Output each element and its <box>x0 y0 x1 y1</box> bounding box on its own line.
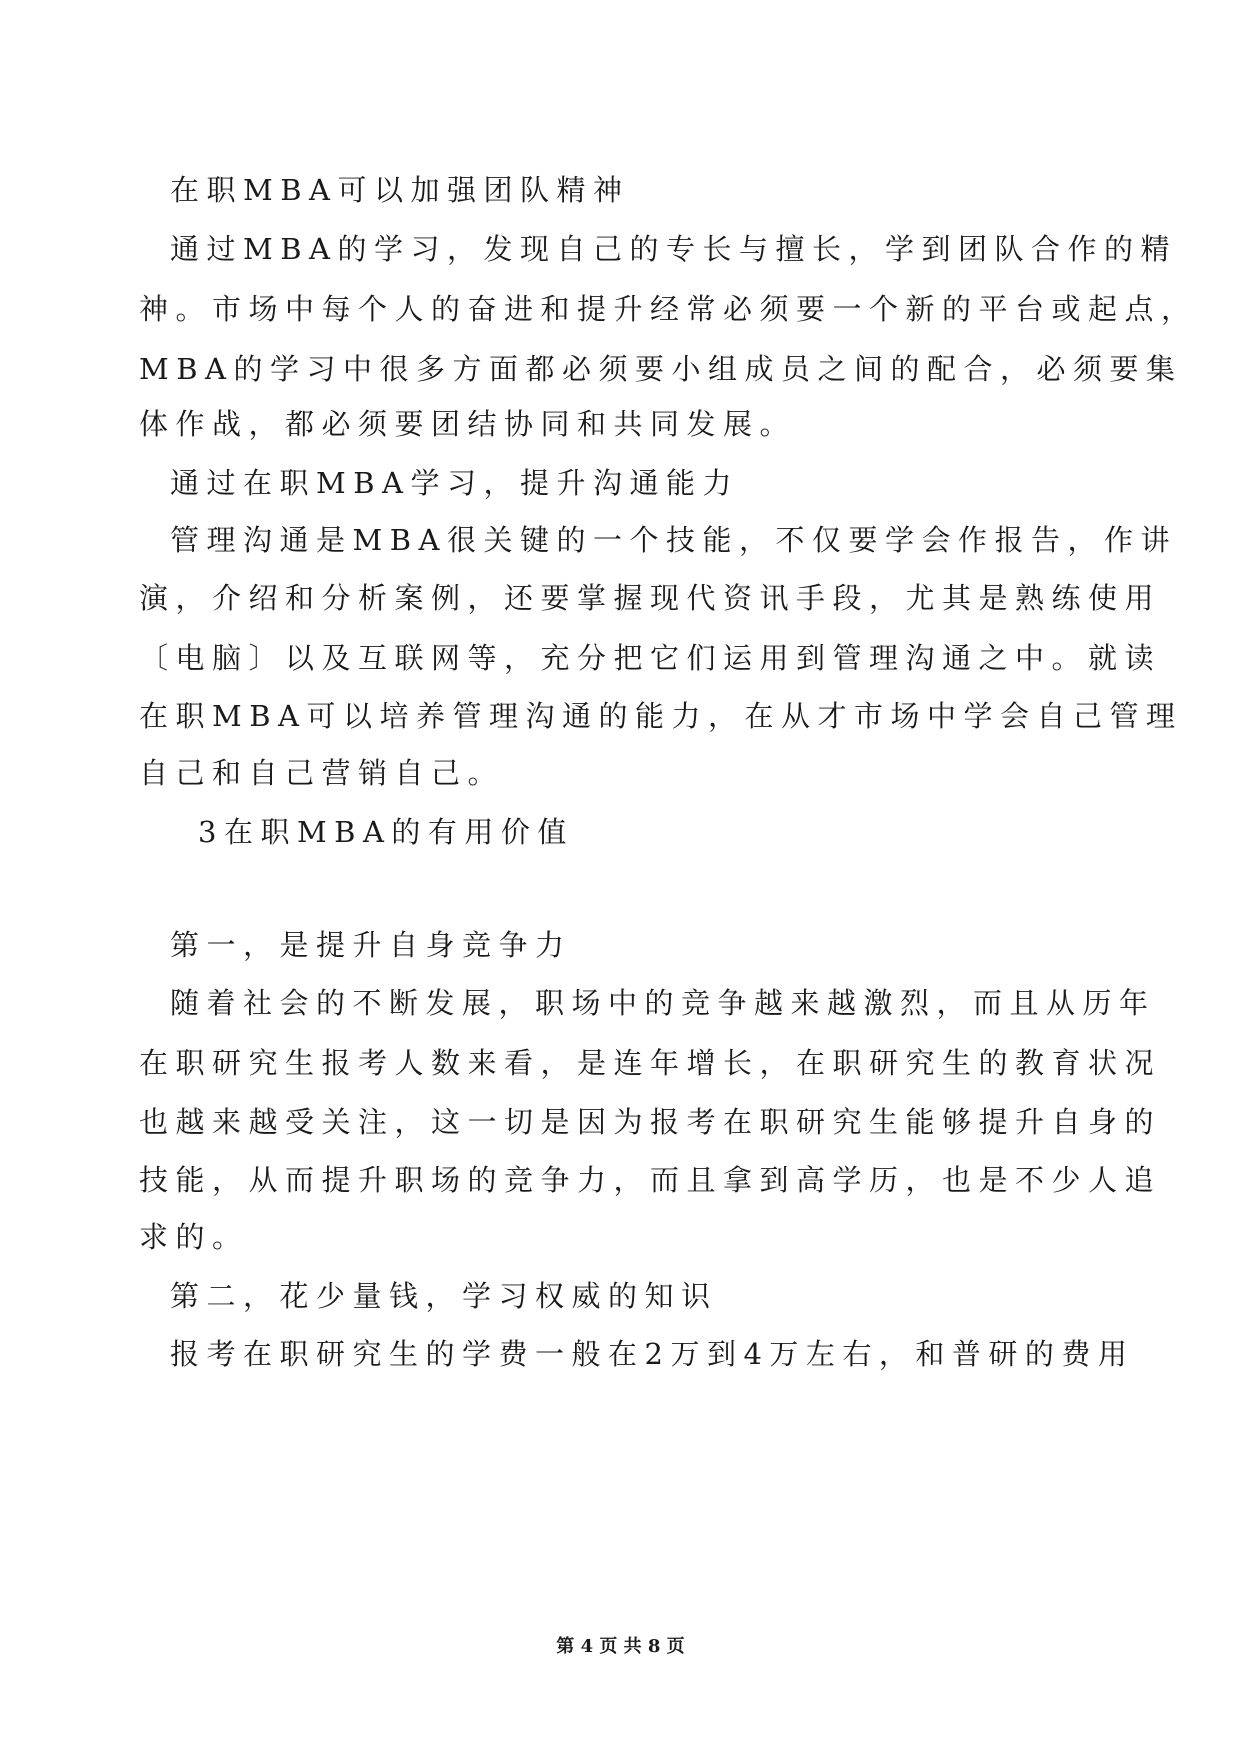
paragraph-heading: 通过在职MBA学习，提升沟通能力 <box>170 466 739 500</box>
paragraph-heading: 第二，花少量钱，学习权威的知识 <box>170 1279 718 1313</box>
paragraph-line: 通过MBA的学习，发现自己的专长与擅长，学到团队合作的精 <box>170 232 1177 266</box>
paragraph-line: MBA的学习中很多方面都必须要小组成员之间的配合，必须要集 <box>139 352 1183 386</box>
paragraph-line: 技能，从而提升职场的竞争力，而且拿到高学历，也是不少人追 <box>139 1163 1162 1197</box>
paragraph-line: 报考在职研究生的学费一般在2万到4万左右，和普研的费用 <box>170 1337 1135 1371</box>
paragraph-line: 随着社会的不断发展，职场中的竞争越来越激烈，而且从历年 <box>170 986 1156 1020</box>
paragraph-line: 管理沟通是MBA很关键的一个技能，不仅要学会作报告，作讲 <box>170 523 1177 557</box>
paragraph-line: 〔电脑〕以及互联网等，充分把它们运用到管理沟通之中。就读 <box>139 641 1162 675</box>
paragraph-line: 在职MBA可以培养管理沟通的能力，在从才市场中学会自己管理 <box>139 699 1183 733</box>
paragraph-heading: 第一，是提升自身竞争力 <box>170 928 572 962</box>
section-heading: 3在职MBA的有用价值 <box>198 815 574 849</box>
page-number-footer: 第 4 页 共 8 页 <box>556 1636 685 1657</box>
paragraph-line: 也越来越受关注，这一切是因为报考在职研究生能够提升自身的 <box>139 1105 1162 1139</box>
paragraph-line: 自己和自己营销自己。 <box>139 756 505 790</box>
paragraph-line: 体作战，都必须要团结协同和共同发展。 <box>139 407 797 441</box>
paragraph-line: 求的。 <box>139 1220 249 1254</box>
paragraph-line: 演，介绍和分析案例，还要掌握现代资讯手段，尤其是熟练使用 <box>139 581 1162 615</box>
paragraph-line: 神。市场中每个人的奋进和提升经常必须要一个新的平台或起点， <box>139 292 1198 326</box>
paragraph-line: 在职研究生报考人数来看，是连年增长，在职研究生的教育状况 <box>139 1046 1162 1080</box>
paragraph-heading: 在职MBA可以加强团队精神 <box>170 173 630 207</box>
